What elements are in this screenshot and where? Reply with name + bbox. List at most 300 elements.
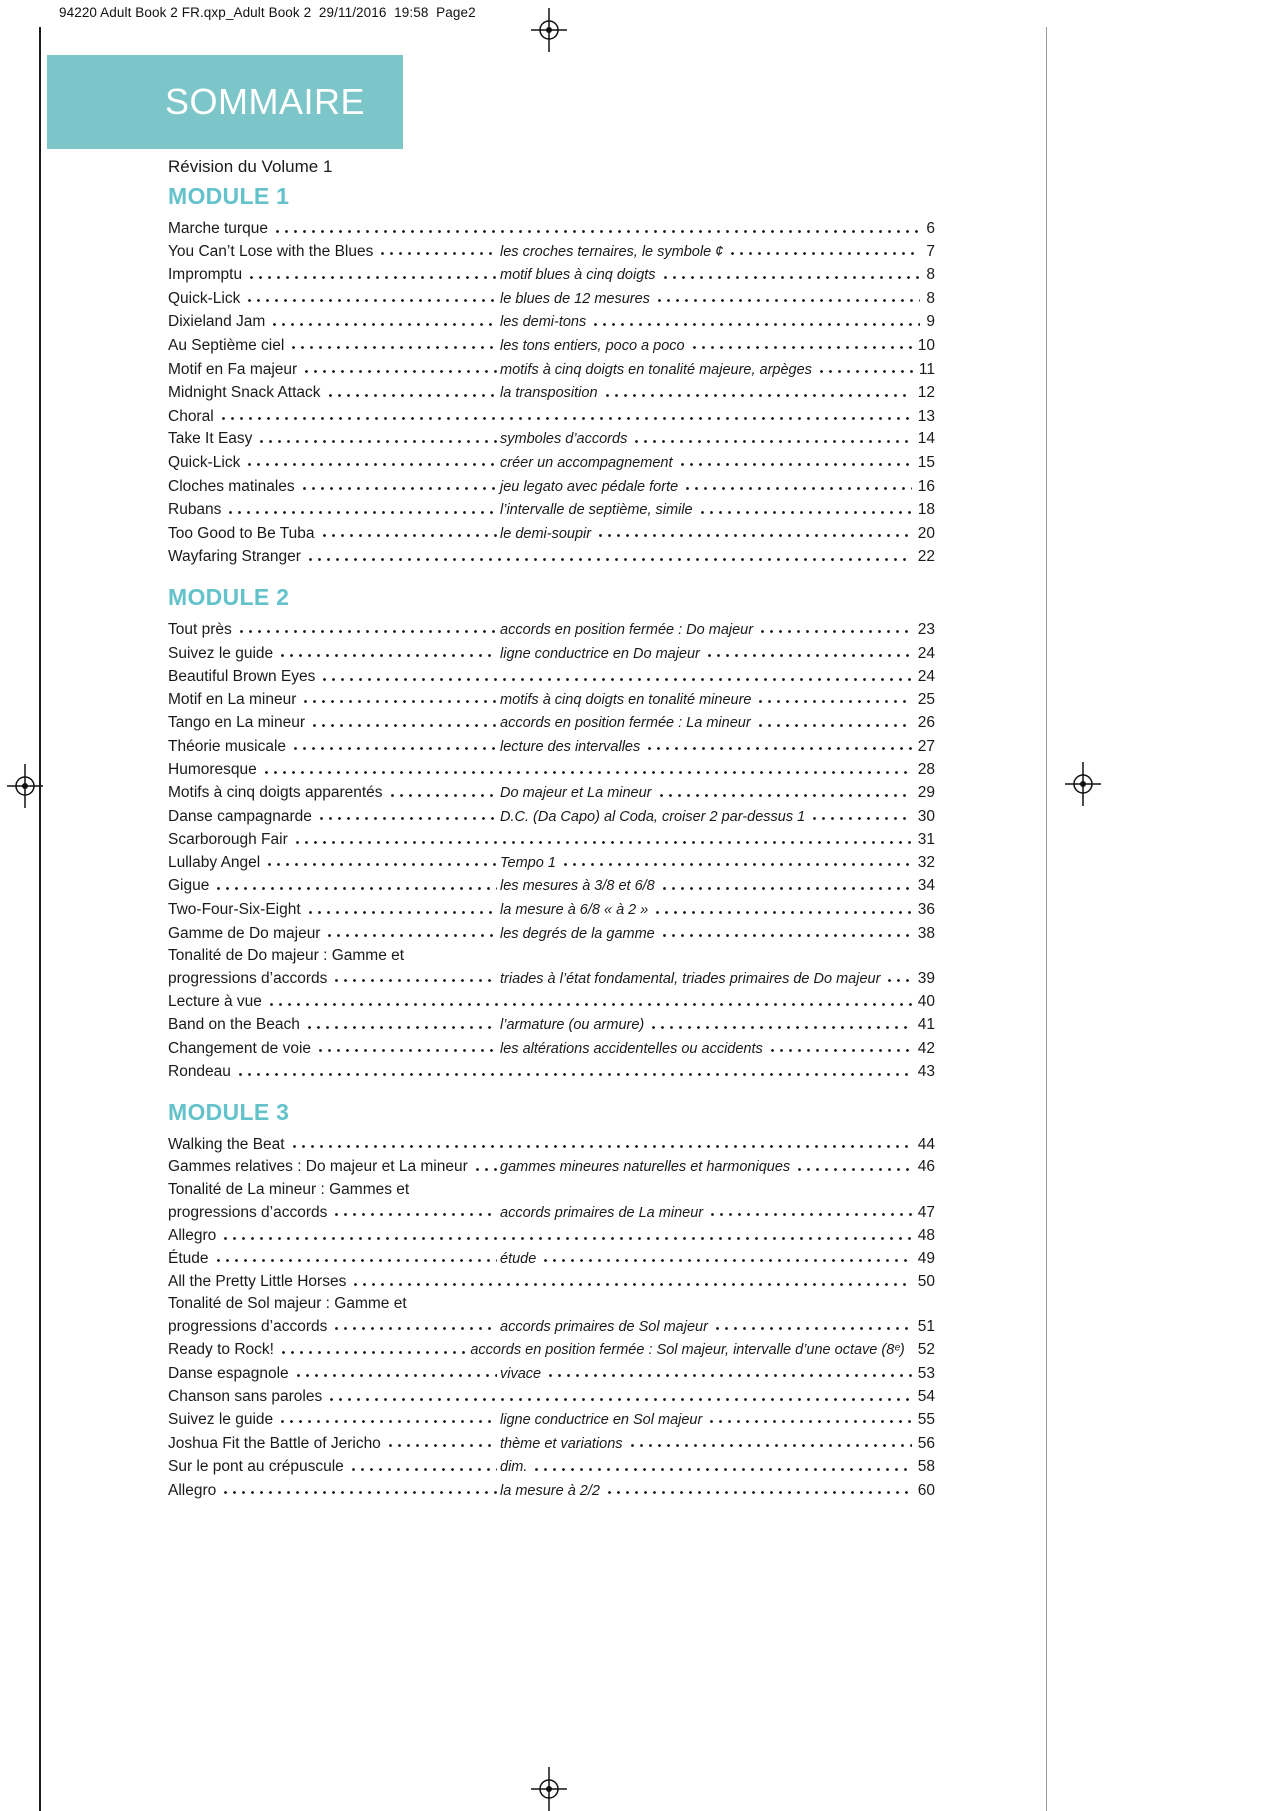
dot-leader bbox=[243, 287, 497, 303]
toc-row bbox=[168, 828, 935, 851]
toc-row bbox=[168, 1315, 935, 1339]
toc-entry-page: 23 bbox=[917, 620, 935, 638]
toc-entry-title: Wayfaring Stranger bbox=[168, 548, 301, 566]
toc-entry-description: symboles d’accords bbox=[500, 431, 628, 448]
dot-leader bbox=[265, 990, 912, 1006]
dot-leader bbox=[651, 898, 911, 914]
toc-row bbox=[168, 1155, 935, 1179]
toc-entry-description: accords en position fermée : Sol majeur, intervalle d’une octave (8ᵉ) bbox=[470, 1342, 905, 1359]
dot-leader bbox=[696, 498, 912, 514]
toc-row bbox=[168, 1432, 935, 1456]
toc-title-cell bbox=[168, 1362, 500, 1385]
dot-leader bbox=[530, 1455, 911, 1471]
toc-row bbox=[168, 310, 935, 334]
toc-entry-description: vivace bbox=[500, 1365, 542, 1382]
dot-leader bbox=[658, 922, 912, 938]
dot-leader bbox=[754, 688, 911, 704]
toc-entry-page: 20 bbox=[917, 524, 935, 542]
toc-entry-page: 58 bbox=[917, 1458, 935, 1476]
toc-entry-description: les altérations accidentelles ou accidents bbox=[500, 1040, 763, 1057]
trim-line-left bbox=[39, 27, 41, 1811]
toc-row bbox=[168, 1362, 935, 1386]
toc-entry-title: Ready to Rock! bbox=[168, 1341, 274, 1359]
module-entries bbox=[168, 1133, 935, 1503]
toc-row bbox=[168, 945, 935, 967]
dot-leader bbox=[659, 263, 921, 279]
toc-entry-title: Étude bbox=[168, 1249, 209, 1267]
toc-entry-title: Gammes relatives : Do majeur et La mineur bbox=[168, 1158, 468, 1176]
toc-entry-title: Dixieland Jam bbox=[168, 313, 266, 331]
dot-leader bbox=[287, 334, 497, 350]
toc-entry-description: accords en position fermée : La mineur bbox=[500, 715, 751, 732]
dot-leader bbox=[594, 522, 912, 538]
toc-entry-page: 26 bbox=[917, 714, 935, 732]
toc-title-cell bbox=[168, 898, 500, 921]
toc-entry-page: 56 bbox=[917, 1434, 935, 1452]
toc-title-cell bbox=[168, 711, 500, 734]
toc-row bbox=[168, 358, 935, 382]
toc-row bbox=[168, 711, 935, 735]
toc-entry-title: Impromptu bbox=[168, 266, 243, 284]
toc-entry-page: 8 bbox=[926, 289, 935, 307]
dot-leader bbox=[766, 1037, 912, 1053]
toc-row bbox=[168, 498, 935, 522]
toc-title-cell bbox=[168, 263, 500, 286]
dot-leader bbox=[303, 1013, 497, 1029]
toc-entry-description: Do majeur et La mineur bbox=[500, 785, 652, 802]
toc-entry-title: Changement de voie bbox=[168, 1039, 312, 1057]
dot-leader bbox=[289, 735, 497, 751]
toc-row bbox=[168, 1270, 935, 1293]
dot-leader bbox=[471, 1155, 497, 1171]
toc-modules bbox=[168, 183, 935, 1502]
dot-leader bbox=[318, 522, 498, 538]
module-entries bbox=[168, 618, 935, 1083]
toc-entry-title: Gamme de Do majeur bbox=[168, 924, 321, 942]
dot-leader bbox=[299, 688, 497, 704]
toc-entry-page: 18 bbox=[917, 501, 935, 519]
module-heading: MODULE 2 bbox=[168, 583, 290, 610]
dot-leader bbox=[539, 1247, 911, 1263]
toc-entry-description: D.C. (Da Capo) al Coda, croiser 2 par-dessus 1 bbox=[500, 808, 806, 825]
toc-entry-page: 53 bbox=[917, 1364, 935, 1382]
dot-leader bbox=[234, 1060, 912, 1076]
toc-entry-page: 60 bbox=[917, 1481, 935, 1499]
toc-entry-page: 15 bbox=[917, 453, 935, 471]
toc-entry-page: 39 bbox=[917, 969, 935, 987]
toc-row bbox=[168, 990, 935, 1013]
toc-entry-title: Gigue bbox=[168, 877, 210, 895]
toc-title-cell bbox=[168, 358, 500, 381]
toc-entry-description: accords en position fermée : Do majeur bbox=[500, 621, 754, 638]
toc-entry-title: Au Septième ciel bbox=[168, 336, 285, 354]
toc-entry-page: 6 bbox=[926, 220, 935, 237]
toc-entry-description: dim. bbox=[500, 1459, 528, 1476]
toc-row bbox=[168, 545, 935, 568]
table-of-contents bbox=[168, 157, 935, 1502]
module-entries bbox=[168, 217, 935, 568]
toc-entry-page: 8 bbox=[926, 266, 935, 284]
toc-entry-title: Tonalité de Sol majeur : Gamme et bbox=[168, 1294, 407, 1312]
toc-entry-page: 52 bbox=[917, 1341, 935, 1359]
dot-leader bbox=[217, 405, 912, 421]
dot-leader bbox=[315, 805, 497, 821]
toc-entry-title: Tout près bbox=[168, 620, 232, 638]
toc-entry-page: 36 bbox=[917, 901, 935, 919]
registration-mark-right-icon bbox=[1061, 762, 1105, 806]
dot-leader bbox=[271, 217, 920, 233]
toc-row bbox=[168, 898, 935, 922]
toc-row bbox=[168, 1037, 935, 1061]
toc-entry-description: motifs à cinq doigts en tonalité majeure, arpèges bbox=[500, 361, 812, 378]
toc-title-cell bbox=[168, 781, 500, 804]
sommaire-banner bbox=[47, 55, 403, 149]
toc-title-cell bbox=[168, 642, 500, 665]
toc-entry-page: 40 bbox=[917, 993, 935, 1011]
dot-leader bbox=[647, 1013, 912, 1029]
toc-row bbox=[168, 217, 935, 240]
toc-entry-page: 27 bbox=[917, 737, 935, 755]
toc-entry-page: 50 bbox=[917, 1273, 935, 1291]
toc-entry-title: Cloches matinales bbox=[168, 477, 295, 495]
toc-row bbox=[168, 967, 935, 991]
toc-module bbox=[168, 584, 935, 1083]
toc-title-cell bbox=[168, 967, 500, 990]
dot-leader bbox=[655, 781, 912, 797]
dot-leader bbox=[688, 334, 912, 350]
dot-leader bbox=[304, 545, 912, 561]
dot-leader bbox=[276, 1408, 497, 1424]
dot-leader bbox=[330, 1315, 497, 1331]
toc-title-cell bbox=[168, 1247, 500, 1270]
dot-leader bbox=[676, 451, 912, 467]
dot-leader bbox=[658, 874, 912, 890]
registration-mark-top-icon bbox=[527, 8, 571, 52]
toc-row bbox=[168, 1060, 935, 1083]
toc-entry-page: 42 bbox=[917, 1039, 935, 1057]
dot-leader bbox=[298, 475, 497, 491]
toc-entry-page: 31 bbox=[917, 831, 935, 849]
dot-leader bbox=[643, 735, 912, 751]
toc-row bbox=[168, 688, 935, 712]
dot-leader bbox=[376, 240, 497, 256]
toc-entry-page: 24 bbox=[917, 668, 935, 686]
toc-entry-description: ligne conductrice en Sol majeur bbox=[500, 1411, 703, 1428]
toc-title-cell bbox=[168, 1315, 500, 1338]
toc-entry-description: accords primaires de La mineur bbox=[500, 1204, 704, 1221]
toc-title-cell bbox=[168, 1155, 500, 1178]
toc-entry-page: 51 bbox=[917, 1317, 935, 1335]
dot-leader bbox=[883, 967, 911, 983]
toc-entry-page: 49 bbox=[917, 1249, 935, 1267]
dot-leader bbox=[330, 967, 497, 983]
module-heading: MODULE 1 bbox=[168, 183, 290, 209]
toc-title-cell bbox=[168, 874, 500, 897]
toc-entry-description: l’intervalle de septième, simile bbox=[500, 502, 693, 519]
toc-row bbox=[168, 1385, 935, 1408]
toc-row bbox=[168, 334, 935, 358]
toc-row bbox=[168, 1133, 935, 1156]
toc-row bbox=[168, 287, 935, 311]
dot-leader bbox=[384, 1432, 497, 1448]
intro-line: Révision du Volume 1 bbox=[168, 157, 333, 176]
toc-entry-description: motifs à cinq doigts en tonalité mineure bbox=[500, 691, 752, 708]
toc-entry-description: motif blues à cinq doigts bbox=[500, 267, 656, 284]
toc-entry-title: Midnight Snack Attack bbox=[168, 384, 321, 402]
toc-entry-page: 30 bbox=[917, 807, 935, 825]
dot-leader bbox=[243, 451, 497, 467]
toc-title-cell bbox=[168, 475, 500, 498]
toc-module bbox=[168, 183, 935, 568]
dot-leader bbox=[601, 381, 912, 397]
toc-title-cell bbox=[168, 287, 500, 310]
dot-leader bbox=[349, 1270, 911, 1286]
dot-leader bbox=[793, 1155, 912, 1171]
dot-leader bbox=[245, 263, 497, 279]
toc-title-cell bbox=[168, 522, 500, 545]
toc-title-cell bbox=[168, 240, 500, 263]
dot-leader bbox=[325, 1385, 912, 1401]
dot-leader bbox=[288, 1133, 912, 1149]
toc-entry-title: Lecture à vue bbox=[168, 993, 262, 1011]
dot-leader bbox=[219, 1224, 912, 1240]
toc-row bbox=[168, 805, 935, 829]
dot-leader bbox=[212, 874, 497, 890]
toc-title-cell bbox=[168, 1408, 500, 1431]
toc-entry-title: Tonalité de Do majeur : Gamme et bbox=[168, 947, 405, 965]
registration-mark-bottom-icon bbox=[527, 1767, 571, 1811]
page-title: SOMMAIRE bbox=[165, 81, 366, 122]
toc-entry-page: 47 bbox=[917, 1203, 935, 1221]
dot-leader bbox=[300, 358, 497, 374]
module-heading: MODULE 3 bbox=[168, 1098, 290, 1125]
toc-title-cell bbox=[168, 1201, 500, 1224]
toc-entry-description: les croches ternaires, le symbole ¢ bbox=[500, 243, 724, 260]
toc-entry-description: créer un accompagnement bbox=[500, 454, 673, 471]
toc-title-cell bbox=[168, 381, 500, 404]
toc-entry-description: les demi-tons bbox=[500, 314, 587, 331]
toc-entry-page: 10 bbox=[917, 336, 935, 354]
toc-row bbox=[168, 922, 935, 946]
toc-entry-title: Humoresque bbox=[168, 761, 257, 779]
toc-row bbox=[168, 1224, 935, 1247]
toc-row bbox=[168, 427, 935, 451]
toc-title-cell bbox=[168, 334, 500, 357]
toc-entry-page: 44 bbox=[917, 1135, 935, 1153]
toc-title-cell bbox=[168, 1338, 470, 1361]
toc-entry-page: 48 bbox=[917, 1227, 935, 1245]
dot-leader bbox=[324, 381, 498, 397]
toc-row bbox=[168, 665, 935, 688]
toc-entry-page: 9 bbox=[926, 313, 935, 331]
toc-row bbox=[168, 1479, 935, 1503]
toc-entry-title: Allegro bbox=[168, 1481, 217, 1499]
dot-leader bbox=[630, 427, 911, 443]
printer-slug: 94220 Adult Book 2 FR.qxp_Adult Book 2 29/11/2016 19:58 Page2 bbox=[59, 5, 476, 20]
toc-title-cell bbox=[168, 1013, 500, 1036]
toc-row bbox=[168, 758, 935, 781]
dot-leader bbox=[706, 1201, 912, 1217]
dot-leader bbox=[308, 711, 497, 727]
dot-leader bbox=[255, 427, 497, 443]
toc-title-cell bbox=[168, 1037, 500, 1060]
dot-leader bbox=[263, 851, 497, 867]
dot-leader bbox=[726, 240, 920, 256]
dot-leader bbox=[323, 922, 497, 938]
dot-leader bbox=[908, 1338, 912, 1354]
toc-entry-title: Motifs à cinq doigts apparentés bbox=[168, 784, 383, 802]
toc-entry-title: Scarborough Fair bbox=[168, 831, 288, 849]
toc-row bbox=[168, 735, 935, 759]
toc-title-cell bbox=[168, 451, 500, 474]
toc-row bbox=[168, 381, 935, 405]
toc-entry-description: la mesure à 2/2 bbox=[500, 1482, 600, 1499]
toc-entry-page: 34 bbox=[917, 877, 935, 895]
toc-entry-title: Chanson sans paroles bbox=[168, 1388, 323, 1406]
toc-title-cell bbox=[168, 688, 500, 711]
dot-leader bbox=[653, 287, 920, 303]
toc-title-cell bbox=[168, 851, 500, 874]
toc-title-cell bbox=[168, 618, 500, 641]
toc-row bbox=[168, 851, 935, 875]
dot-leader bbox=[260, 758, 912, 774]
registration-mark-left-icon bbox=[3, 764, 47, 808]
dot-leader bbox=[318, 665, 911, 681]
toc-entry-page: 25 bbox=[917, 690, 935, 708]
dot-leader bbox=[626, 1432, 912, 1448]
trim-line-right bbox=[1046, 27, 1047, 1811]
toc-row bbox=[168, 874, 935, 898]
toc-entry-title: You Can’t Lose with the Blues bbox=[168, 242, 374, 260]
toc-entry-title: Théorie musicale bbox=[168, 737, 287, 755]
toc-entry-title: Allegro bbox=[168, 1227, 217, 1245]
toc-title-cell bbox=[168, 1479, 500, 1502]
toc-entry-description: thème et variations bbox=[500, 1435, 623, 1452]
toc-entry-title: Motif en Fa majeur bbox=[168, 360, 298, 378]
toc-entry-description: accords primaires de Sol majeur bbox=[500, 1318, 708, 1335]
toc-title-cell bbox=[168, 1432, 500, 1455]
toc-entry-page: 12 bbox=[917, 384, 935, 402]
toc-entry-description: la transposition bbox=[500, 385, 598, 402]
toc-entry-page: 24 bbox=[917, 644, 935, 662]
dot-leader bbox=[212, 1247, 497, 1263]
toc-entry-page: 43 bbox=[917, 1063, 935, 1081]
toc-row bbox=[168, 642, 935, 666]
toc-entry-title: Walking the Beat bbox=[168, 1135, 285, 1153]
dot-leader bbox=[268, 310, 497, 326]
toc-row bbox=[168, 1201, 935, 1225]
toc-entry-description: les mesures à 3/8 et 6/8 bbox=[500, 878, 655, 895]
toc-entry-title: Motif en La mineur bbox=[168, 690, 297, 708]
dot-leader bbox=[277, 1338, 467, 1354]
dot-leader bbox=[314, 1037, 497, 1053]
toc-row bbox=[168, 1179, 935, 1201]
dot-leader bbox=[681, 475, 912, 491]
toc-entry-description: le blues de 12 mesures bbox=[500, 290, 650, 307]
toc-entry-page: 55 bbox=[917, 1410, 935, 1428]
toc-entry-page: 38 bbox=[917, 924, 935, 942]
toc-entry-description: Tempo 1 bbox=[500, 854, 556, 871]
toc-entry-title: progressions d’accords bbox=[168, 1317, 328, 1335]
toc-title-cell bbox=[168, 1455, 500, 1478]
dot-leader bbox=[224, 498, 497, 514]
dot-leader bbox=[559, 851, 912, 867]
toc-row bbox=[168, 1338, 935, 1362]
dot-leader bbox=[703, 642, 912, 658]
dot-leader bbox=[544, 1362, 912, 1378]
toc-row bbox=[168, 781, 935, 805]
toc-row bbox=[168, 522, 935, 546]
toc-title-cell bbox=[168, 310, 500, 333]
toc-row bbox=[168, 263, 935, 287]
toc-row bbox=[168, 1455, 935, 1479]
toc-entry-title: Take It Easy bbox=[168, 430, 253, 448]
dot-leader bbox=[330, 1201, 497, 1217]
toc-row bbox=[168, 475, 935, 499]
toc-row bbox=[168, 405, 935, 428]
toc-entry-description: les degrés de la gamme bbox=[500, 925, 655, 942]
toc-entry-title: Too Good to Be Tuba bbox=[168, 524, 315, 542]
toc-entry-description: étude bbox=[500, 1250, 537, 1267]
dot-leader bbox=[292, 1362, 497, 1378]
dot-leader bbox=[603, 1479, 912, 1495]
toc-entry-page: 14 bbox=[917, 430, 935, 448]
dot-leader bbox=[219, 1479, 497, 1495]
toc-entry-description: la mesure à 6/8 « à 2 » bbox=[500, 902, 649, 919]
toc-entry-title: Rondeau bbox=[168, 1063, 231, 1081]
toc-entry-title: Band on the Beach bbox=[168, 1016, 300, 1033]
toc-entry-title: Danse campagnarde bbox=[168, 807, 312, 825]
toc-entry-title: Suivez le guide bbox=[168, 644, 274, 662]
toc-title-cell bbox=[168, 805, 500, 828]
toc-title-cell bbox=[168, 922, 500, 945]
dot-leader bbox=[815, 358, 913, 374]
toc-row bbox=[168, 1013, 935, 1037]
toc-entry-page: 7 bbox=[926, 242, 935, 260]
dot-leader bbox=[386, 781, 497, 797]
toc-entry-title: All the Pretty Little Horses bbox=[168, 1273, 347, 1291]
toc-entry-page: 41 bbox=[917, 1016, 935, 1033]
toc-entry-title: Tonalité de La mineur : Gammes et bbox=[168, 1180, 410, 1198]
toc-entry-title: Danse espagnole bbox=[168, 1364, 289, 1382]
dot-leader bbox=[711, 1315, 912, 1331]
toc-row bbox=[168, 451, 935, 475]
dot-leader bbox=[235, 618, 497, 634]
toc-entry-title: Tango en La mineur bbox=[168, 714, 306, 732]
toc-entry-description: l’armature (ou armure) bbox=[500, 1017, 645, 1033]
toc-row bbox=[168, 1293, 935, 1315]
toc-title-cell bbox=[168, 427, 500, 450]
toc-entry-description: le demi-soupir bbox=[500, 525, 592, 542]
toc-row bbox=[168, 1408, 935, 1432]
toc-entry-description: ligne conductrice en Do majeur bbox=[500, 645, 700, 662]
toc-entry-page: 11 bbox=[918, 360, 935, 378]
toc-title-cell bbox=[168, 735, 500, 758]
dot-leader bbox=[304, 898, 497, 914]
toc-row bbox=[168, 1247, 935, 1271]
dot-leader bbox=[754, 711, 912, 727]
toc-entry-description: lecture des intervalles bbox=[500, 738, 641, 755]
toc-entry-title: Joshua Fit the Battle of Jericho bbox=[168, 1434, 381, 1452]
toc-entry-description: triades à l’état fondamental, triades primaires de Do majeur bbox=[500, 970, 881, 987]
dot-leader bbox=[589, 310, 920, 326]
toc-entry-description: gammes mineures naturelles et harmoniques bbox=[500, 1159, 791, 1176]
toc-entry-title: Lullaby Angel bbox=[168, 853, 261, 871]
toc-entry-description: les tons entiers, poco a poco bbox=[500, 337, 685, 354]
toc-title-cell bbox=[168, 498, 500, 521]
dot-leader bbox=[276, 642, 497, 658]
dot-leader bbox=[705, 1408, 911, 1424]
